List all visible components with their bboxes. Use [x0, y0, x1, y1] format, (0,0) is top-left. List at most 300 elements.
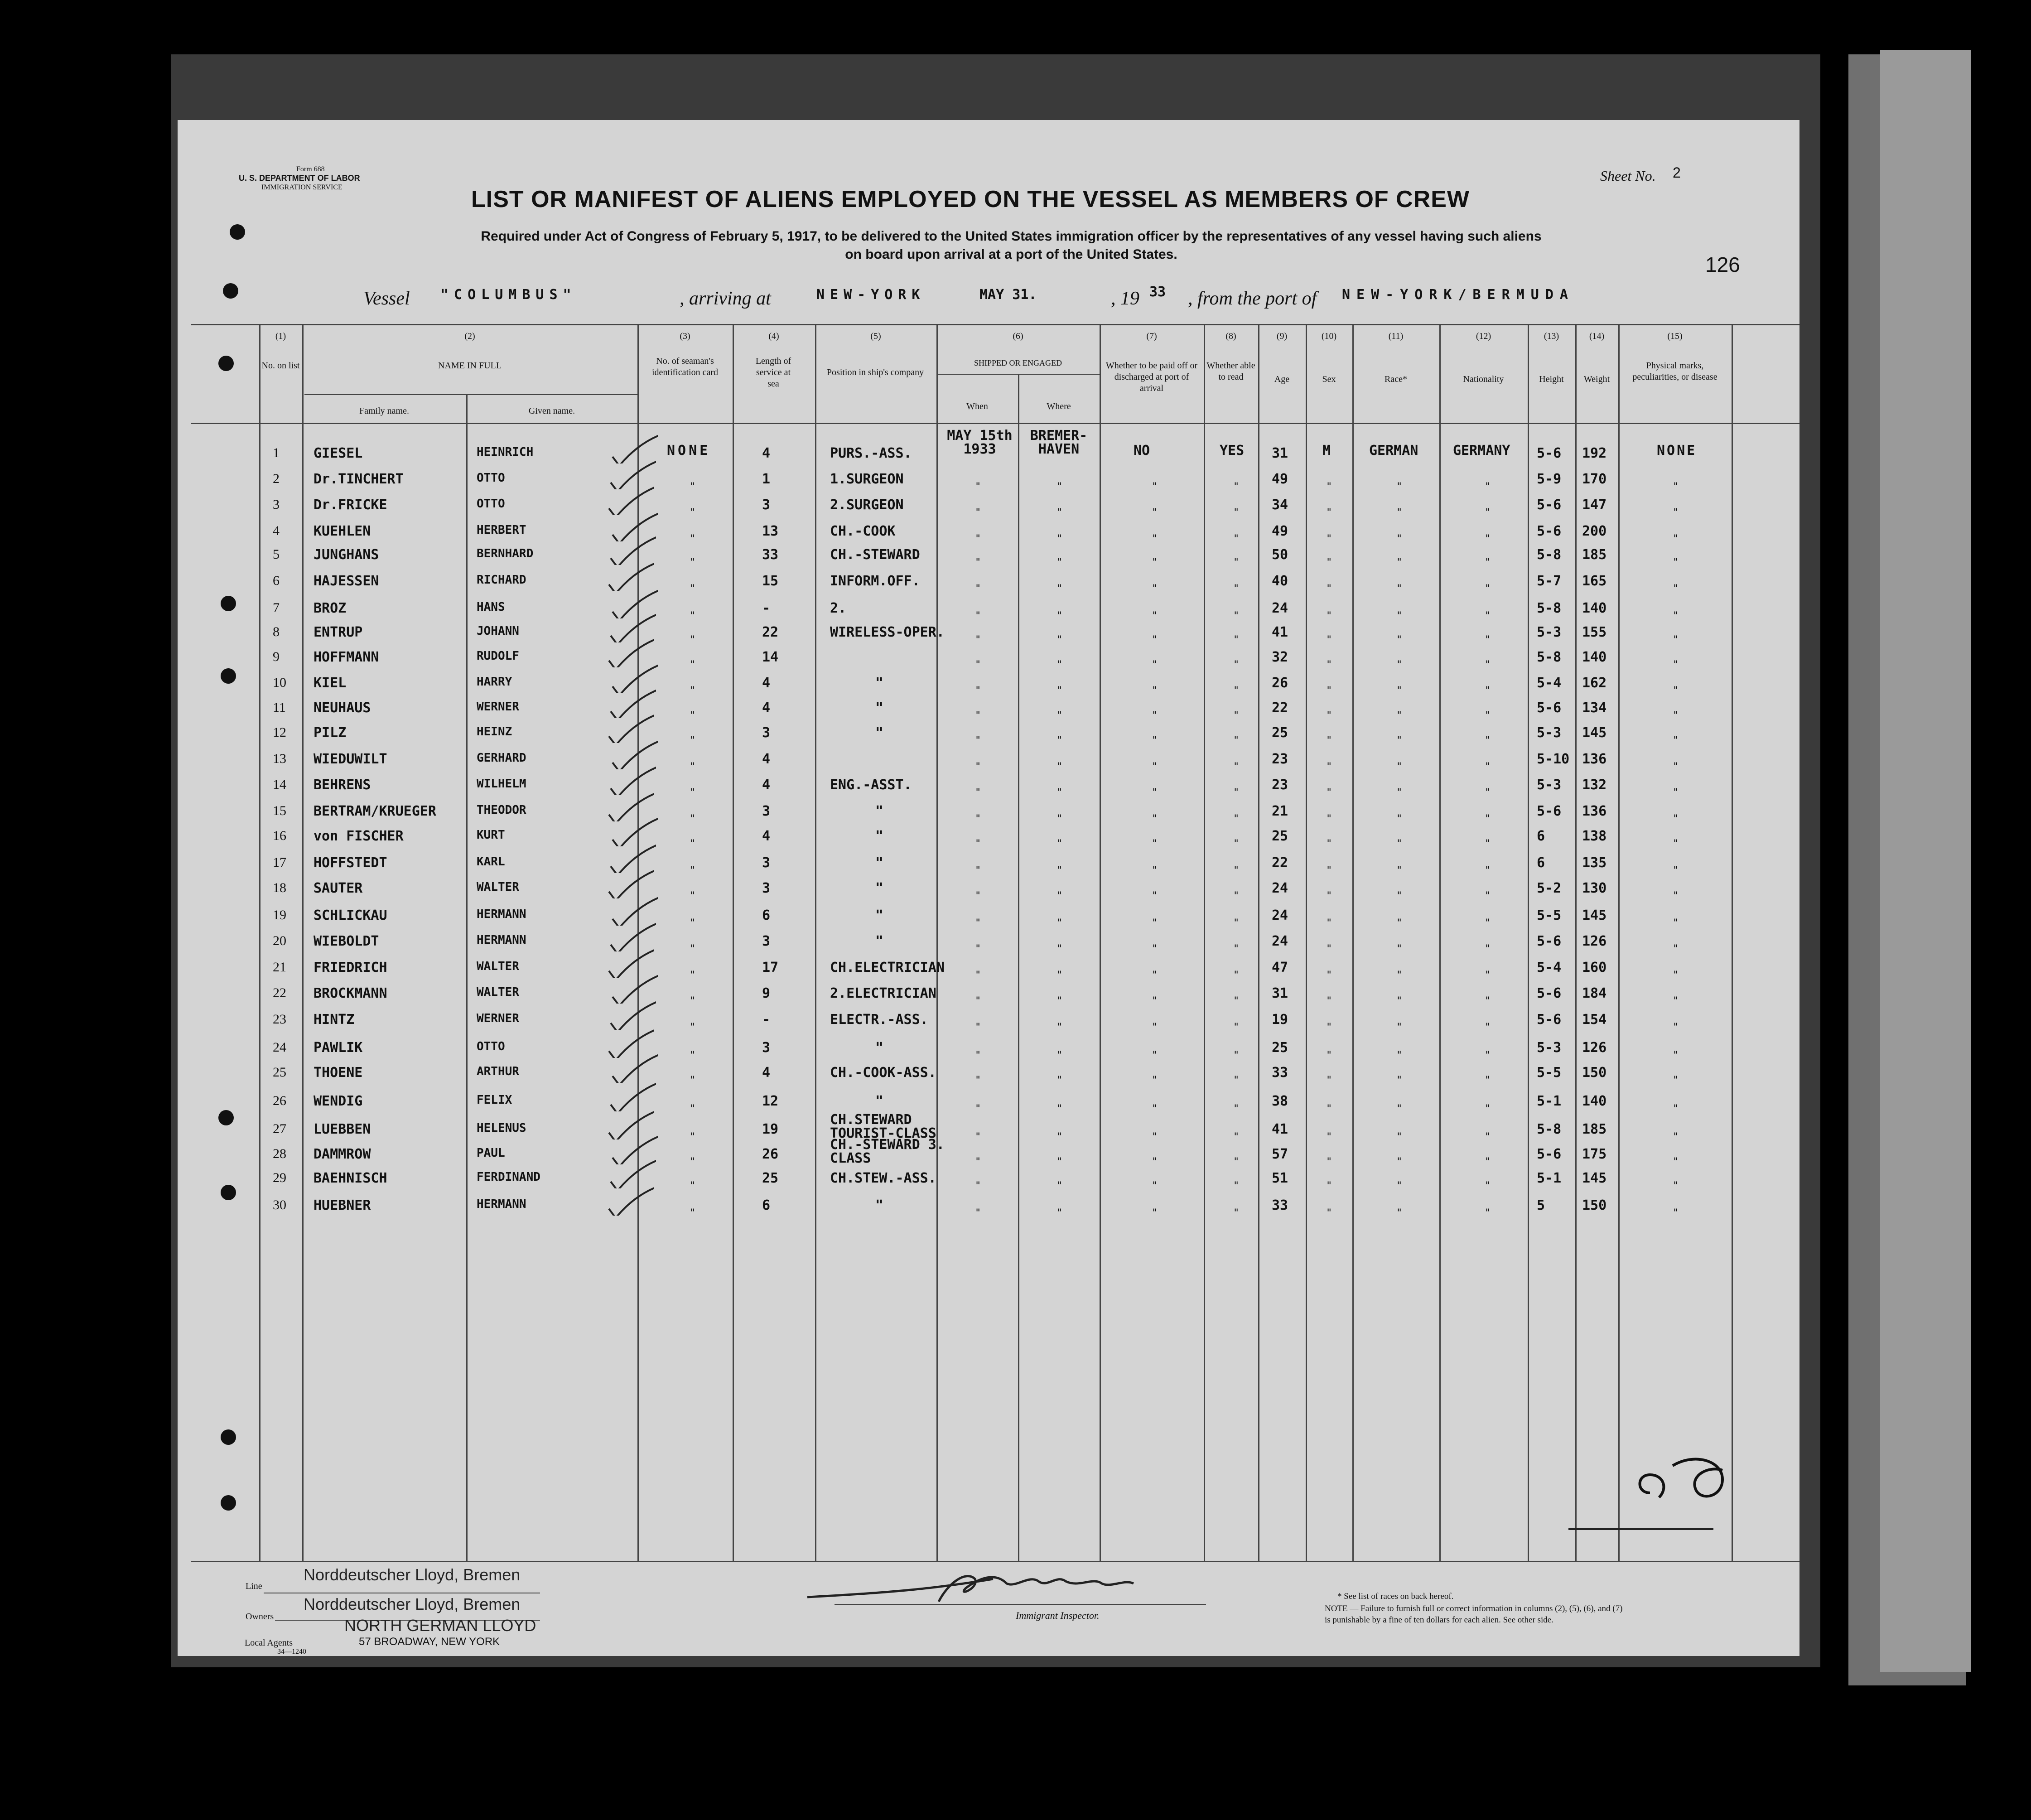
row-11-where-ditto: "	[1057, 710, 1063, 721]
row-4-race-ditto: "	[1396, 533, 1403, 545]
row-6-race-ditto: "	[1396, 583, 1403, 594]
row-29-read-ditto: "	[1233, 1180, 1240, 1192]
column-divider	[733, 324, 734, 1561]
row-24-service-length: 3	[762, 1040, 771, 1056]
row-10-age: 26	[1272, 675, 1288, 691]
row-12-age: 25	[1272, 725, 1288, 741]
row-9-family-name: HOFFMANN	[314, 649, 379, 665]
row-13-height: 5-10	[1537, 751, 1570, 767]
row-23-number: 23	[273, 1012, 286, 1027]
row-3-family-name: Dr.FRICKE	[314, 497, 387, 513]
col-12-header: Nationality	[1463, 374, 1504, 384]
row-22-given-name: WALTER	[477, 985, 519, 999]
column-divider	[1306, 324, 1307, 1561]
row-23-marks-ditto: "	[1673, 1022, 1679, 1033]
row-6-family-name: HAJESSEN	[314, 573, 379, 589]
row-20-weight: 126	[1582, 933, 1607, 949]
column-divider	[1204, 324, 1205, 1561]
row-2-marks-ditto: "	[1673, 481, 1679, 492]
row-29-when-ditto: "	[975, 1180, 981, 1192]
row-8-position: WIRELESS-OPER.	[830, 624, 945, 640]
row-5-number: 5	[273, 547, 280, 562]
row-28-where-ditto: "	[1057, 1156, 1063, 1168]
row-28-weight: 175	[1582, 1146, 1607, 1162]
row-3-service-length: 3	[762, 497, 771, 513]
row-10-sex-ditto: "	[1326, 685, 1332, 696]
row-30-nationality-ditto: "	[1485, 1207, 1491, 1219]
row-14-age: 23	[1272, 777, 1288, 793]
row-9-read-ditto: "	[1233, 659, 1240, 671]
row-19-card-ditto: "	[690, 917, 696, 929]
row-1-height: 5-6	[1537, 445, 1562, 461]
row-26-weight: 140	[1582, 1093, 1607, 1109]
column-divider	[1100, 324, 1101, 1561]
table-header-line	[191, 423, 1799, 424]
row-7-read-ditto: "	[1233, 610, 1240, 622]
row-29-sex-ditto: "	[1326, 1180, 1332, 1192]
row-24-card-ditto: "	[690, 1050, 696, 1061]
column-divider	[815, 324, 816, 1561]
from-port: NEW-YORK/BERMUDA	[1342, 287, 1574, 303]
row-2-where-ditto: "	[1057, 481, 1063, 492]
row-26-age: 38	[1272, 1093, 1288, 1109]
row-20-read-ditto: "	[1233, 943, 1240, 955]
col-3-header: No. of seaman's identification card	[651, 356, 719, 377]
row-28-given-name: PAUL	[477, 1146, 505, 1160]
row-15-when-ditto: "	[975, 813, 981, 825]
row-7-weight: 140	[1582, 600, 1607, 616]
row-25-service-length: 4	[762, 1065, 771, 1081]
note-races: * See list of races on back hereof.	[1337, 1592, 1454, 1601]
row-20-marks-ditto: "	[1673, 943, 1679, 955]
row-6-given-name: RICHARD	[477, 573, 526, 587]
row-16-race-ditto: "	[1396, 838, 1403, 850]
row-28-sex-ditto: "	[1326, 1156, 1332, 1168]
row-28-card-ditto: "	[690, 1156, 696, 1168]
row-12-position: "	[875, 725, 884, 741]
column-divider	[1575, 324, 1577, 1561]
row-25-weight: 150	[1582, 1065, 1607, 1081]
punch-hole	[218, 1110, 234, 1125]
row-30-when-ditto: "	[975, 1207, 981, 1219]
row-5-position: CH.-STEWARD	[830, 547, 920, 563]
row-18-where-ditto: "	[1057, 890, 1063, 902]
row-7-paid-ditto: "	[1152, 610, 1158, 622]
row-28-when-ditto: "	[975, 1156, 981, 1168]
row-14-marks-ditto: "	[1673, 787, 1679, 798]
row-11-when-ditto: "	[975, 710, 981, 721]
row-15-race-ditto: "	[1396, 813, 1403, 825]
row-19-nationality-ditto: "	[1485, 917, 1491, 929]
punch-hole	[230, 224, 245, 240]
col-13-number: (13)	[1544, 331, 1559, 341]
row-11-nationality-ditto: "	[1485, 710, 1491, 721]
row-22-weight: 184	[1582, 985, 1607, 1001]
row-9-age: 32	[1272, 649, 1288, 665]
row-24-race-ditto: "	[1396, 1050, 1403, 1061]
row-24-age: 25	[1272, 1040, 1288, 1056]
row-13-where-ditto: "	[1057, 761, 1063, 772]
row-27-race-ditto: "	[1396, 1131, 1403, 1143]
row-23-paid-ditto: "	[1152, 1022, 1158, 1033]
column-divider	[302, 324, 304, 1561]
row-26-where-ditto: "	[1057, 1103, 1063, 1115]
col-15-number: (15)	[1667, 331, 1683, 341]
row-25-sex-ditto: "	[1326, 1075, 1332, 1086]
page-number: 126	[1705, 253, 1740, 276]
row-11-paid-ditto: "	[1152, 710, 1158, 721]
row-23-given-name: WERNER	[477, 1012, 519, 1025]
row-10-service-length: 4	[762, 675, 771, 691]
row-17-where-ditto: "	[1057, 865, 1063, 876]
row-14-number: 14	[273, 777, 286, 792]
row-8-when-ditto: "	[975, 634, 981, 646]
row-5-when-ditto: "	[975, 557, 981, 568]
row-28-number: 28	[273, 1146, 286, 1161]
row-8-race-ditto: "	[1396, 634, 1403, 646]
row-4-sex-ditto: "	[1326, 533, 1332, 545]
row-16-where-ditto: "	[1057, 838, 1063, 850]
row-24-marks-ditto: "	[1673, 1050, 1679, 1061]
row-6-read-ditto: "	[1233, 583, 1240, 594]
row-8-age: 41	[1272, 624, 1288, 640]
row-10-read-ditto: "	[1233, 685, 1240, 696]
row-20-race-ditto: "	[1396, 943, 1403, 955]
row-18-paid-ditto: "	[1152, 890, 1158, 902]
row-2-sex-ditto: "	[1326, 481, 1332, 492]
row-27-given-name: HELENUS	[477, 1121, 526, 1135]
row-3-race-ditto: "	[1396, 507, 1403, 518]
row-22-number: 22	[273, 985, 286, 1000]
row-3-card-ditto: "	[690, 507, 696, 518]
row-2-height: 5-9	[1537, 471, 1562, 487]
row-26-marks-ditto: "	[1673, 1103, 1679, 1115]
column-divider	[1732, 324, 1733, 1561]
row-30-marks-ditto: "	[1673, 1207, 1679, 1219]
row-5-card-ditto: "	[690, 557, 696, 568]
row-29-marks-ditto: "	[1673, 1180, 1679, 1192]
row-25-given-name: ARTHUR	[477, 1065, 519, 1078]
row-22-age: 31	[1272, 985, 1288, 1001]
row-4-position: CH.-COOK	[830, 523, 896, 539]
row-23-when-ditto: "	[975, 1022, 981, 1033]
row-4-given-name: HERBERT	[477, 523, 526, 537]
note-line-2: is punishable by a fine of ten dollars for each alien. See other side.	[1325, 1615, 1553, 1625]
column-divider	[936, 324, 938, 1561]
row-28-service-length: 26	[762, 1146, 779, 1162]
row-9-where-ditto: "	[1057, 659, 1063, 671]
row-30-given-name: HERMANN	[477, 1197, 526, 1211]
row-7-nationality-ditto: "	[1485, 610, 1491, 622]
row-16-nationality-ditto: "	[1485, 838, 1491, 850]
handwritten-mark-icon	[1632, 1425, 1741, 1516]
row-8-service-length: 22	[762, 624, 779, 640]
row-27-number: 27	[273, 1121, 286, 1136]
row-29-where-ditto: "	[1057, 1180, 1063, 1192]
row-2-when-ditto: "	[975, 481, 981, 492]
row-15-marks-ditto: "	[1673, 813, 1679, 825]
row-5-family-name: JUNGHANS	[314, 547, 379, 563]
row-19-number: 19	[273, 908, 286, 922]
row-9-height: 5-8	[1537, 649, 1562, 665]
row-21-family-name: FRIEDRICH	[314, 960, 387, 975]
row-25-paid-ditto: "	[1152, 1075, 1158, 1086]
row-24-given-name: OTTO	[477, 1040, 505, 1053]
row-21-race-ditto: "	[1396, 970, 1403, 981]
row-22-where-ditto: "	[1057, 995, 1063, 1007]
row-9-weight: 140	[1582, 649, 1607, 665]
row-9-number: 9	[273, 649, 280, 664]
row-19-weight: 145	[1582, 908, 1607, 923]
row-18-read-ditto: "	[1233, 890, 1240, 902]
row-17-when-ditto: "	[975, 865, 981, 876]
row-19-service-length: 6	[762, 908, 771, 923]
row-17-marks-ditto: "	[1673, 865, 1679, 876]
col-15-header: Physical marks, peculiarities, or disease	[1632, 361, 1717, 382]
row-9-marks-ditto: "	[1673, 659, 1679, 671]
row-26-family-name: WENDIG	[314, 1093, 363, 1109]
row-12-paid-ditto: "	[1152, 735, 1158, 746]
row-6-sex-ditto: "	[1326, 583, 1332, 594]
row-16-given-name: KURT	[477, 828, 505, 842]
row-6-card-ditto: "	[690, 583, 696, 594]
row-13-race-ditto: "	[1396, 761, 1403, 772]
row-7-where-ditto: "	[1057, 610, 1063, 622]
row-6-age: 40	[1272, 573, 1288, 589]
row-8-sex-ditto: "	[1326, 634, 1332, 646]
row-26-read-ditto: "	[1233, 1103, 1240, 1115]
row-29-given-name: FERDINAND	[477, 1170, 540, 1184]
owners-stamp: Norddeutscher Lloyd, Bremen	[304, 1595, 521, 1613]
row-23-card-ditto: "	[690, 1022, 696, 1033]
row-13-marks-ditto: "	[1673, 761, 1679, 772]
row-6-where-ditto: "	[1057, 583, 1063, 594]
row-8-marks-ditto: "	[1673, 634, 1679, 646]
row-25-card-ditto: "	[690, 1075, 696, 1086]
row-13-age: 23	[1272, 751, 1288, 767]
col-2b-header: Given name.	[528, 406, 575, 416]
row-19-given-name: HERMANN	[477, 908, 526, 921]
row-3-height: 5-6	[1537, 497, 1562, 513]
row-7-marks-ditto: "	[1673, 610, 1679, 622]
page-title: LIST OR MANIFEST OF ALIENS EMPLOYED ON THE VESSEL AS MEMBERS OF CREW	[471, 186, 1470, 212]
row-14-race-ditto: "	[1396, 787, 1403, 798]
row-22-nationality-ditto: "	[1485, 995, 1491, 1007]
column-divider	[1439, 324, 1441, 1561]
row-8-card-ditto: "	[690, 634, 696, 646]
row-29-age: 51	[1272, 1170, 1288, 1186]
row-20-when-ditto: "	[975, 943, 981, 955]
row-19-where-ditto: "	[1057, 917, 1063, 929]
sheet-label: Sheet No.	[1600, 168, 1656, 184]
col-8-header: Whether able to read	[1206, 361, 1255, 382]
row-1-paid-off: NO	[1134, 443, 1150, 459]
row-22-sex-ditto: "	[1326, 995, 1332, 1007]
row-26-sex-ditto: "	[1326, 1103, 1332, 1115]
row-8-where-ditto: "	[1057, 634, 1063, 646]
row-17-age: 22	[1272, 855, 1288, 871]
row-18-weight: 130	[1582, 880, 1607, 896]
column-divider	[1258, 324, 1259, 1561]
row-18-when-ditto: "	[975, 890, 981, 902]
row-21-marks-ditto: "	[1673, 970, 1679, 981]
row-19-read-ditto: "	[1233, 917, 1240, 929]
row-10-nationality-ditto: "	[1485, 685, 1491, 696]
row-2-number: 2	[273, 471, 280, 486]
row-2-given-name: OTTO	[477, 471, 505, 485]
row-9-race-ditto: "	[1396, 659, 1403, 671]
row-7-sex-ditto: "	[1326, 610, 1332, 622]
agents-stamp: NORTH GERMAN LLOYD	[344, 1616, 536, 1635]
row-21-number: 21	[273, 960, 286, 975]
row-23-service-length: -	[762, 1012, 771, 1028]
row-28-race-ditto: "	[1396, 1156, 1403, 1168]
row-18-marks-ditto: "	[1673, 890, 1679, 902]
row-14-family-name: BEHRENS	[314, 777, 371, 793]
row-30-height: 5	[1537, 1197, 1545, 1213]
row-19-marks-ditto: "	[1673, 917, 1679, 929]
row-3-read-ditto: "	[1233, 507, 1240, 518]
row-1-given-name: HEINRICH	[477, 445, 534, 459]
row-4-when-ditto: "	[975, 533, 981, 545]
row-22-marks-ditto: "	[1673, 995, 1679, 1007]
row-13-paid-ditto: "	[1152, 761, 1158, 772]
row-18-height: 5-2	[1537, 880, 1562, 896]
row-17-card-ditto: "	[690, 865, 696, 876]
col-2-number: (2)	[464, 331, 475, 341]
row-2-paid-ditto: "	[1152, 481, 1158, 492]
row-13-service-length: 4	[762, 751, 771, 767]
row-29-height: 5-1	[1537, 1170, 1562, 1186]
row-25-read-ditto: "	[1233, 1075, 1240, 1086]
row-21-service-length: 17	[762, 960, 779, 975]
row-27-card-ditto: "	[690, 1131, 696, 1143]
row-1-service-length: 4	[762, 445, 771, 461]
col-1-number: (1)	[275, 331, 286, 341]
row-16-marks-ditto: "	[1673, 838, 1679, 850]
row-29-nationality-ditto: "	[1485, 1180, 1491, 1192]
row-20-given-name: HERMANN	[477, 933, 526, 947]
column-divider	[1618, 324, 1620, 1561]
row-11-family-name: NEUHAUS	[314, 700, 371, 716]
row-26-position: "	[875, 1093, 884, 1109]
row-1-shipped-when: MAY 15th 1933	[947, 428, 1013, 457]
row-5-age: 50	[1272, 547, 1288, 563]
row-15-given-name: THEODOR	[477, 803, 526, 817]
row-14-weight: 132	[1582, 777, 1607, 793]
col-13-header: Height	[1539, 374, 1564, 384]
row-30-weight: 150	[1582, 1197, 1607, 1213]
row-5-race-ditto: "	[1396, 557, 1403, 568]
punch-hole	[221, 1185, 236, 1200]
col-6a-header: When	[966, 401, 988, 411]
row-7-when-ditto: "	[975, 610, 981, 622]
row-18-number: 18	[273, 880, 286, 895]
row-16-height: 6	[1537, 828, 1545, 844]
row-23-height: 5-6	[1537, 1012, 1562, 1028]
row-27-paid-ditto: "	[1152, 1131, 1158, 1143]
row-18-nationality-ditto: "	[1485, 890, 1491, 902]
row-4-nationality-ditto: "	[1485, 533, 1491, 545]
row-20-position: "	[875, 933, 884, 949]
row-30-age: 33	[1272, 1197, 1288, 1213]
row-10-race-ditto: "	[1396, 685, 1403, 696]
row-8-height: 5-3	[1537, 624, 1562, 640]
row-9-when-ditto: "	[975, 659, 981, 671]
row-6-nationality-ditto: "	[1485, 583, 1491, 594]
row-10-marks-ditto: "	[1673, 685, 1679, 696]
row-3-nationality-ditto: "	[1485, 507, 1491, 518]
row-25-height: 5-5	[1537, 1065, 1562, 1081]
sheet-number: 2	[1673, 164, 1681, 181]
row-8-number: 8	[273, 624, 280, 639]
row-21-height: 5-4	[1537, 960, 1562, 975]
row-24-paid-ditto: "	[1152, 1050, 1158, 1061]
row-26-height: 5-1	[1537, 1093, 1562, 1109]
punch-hole	[218, 356, 234, 371]
row-12-height: 5-3	[1537, 725, 1562, 741]
row-16-weight: 138	[1582, 828, 1607, 844]
row-5-weight: 185	[1582, 547, 1607, 563]
row-7-age: 24	[1272, 600, 1288, 616]
row-14-position: ENG.-ASST.	[830, 777, 912, 793]
row-21-sex-ditto: "	[1326, 970, 1332, 981]
row-12-weight: 145	[1582, 725, 1607, 741]
col-6b-header: Where	[1047, 401, 1071, 411]
row-9-card-ditto: "	[690, 659, 696, 671]
row-23-nationality-ditto: "	[1485, 1022, 1491, 1033]
row-14-card-ditto: "	[690, 787, 696, 798]
row-2-read-ditto: "	[1233, 481, 1240, 492]
col-3-number: (3)	[680, 331, 690, 341]
row-5-nationality-ditto: "	[1485, 557, 1491, 568]
row-29-weight: 145	[1582, 1170, 1607, 1186]
column-divider	[466, 394, 468, 1561]
row-9-service-length: 14	[762, 649, 779, 665]
note-line-1: NOTE — Failure to furnish full or correct information in columns (2), (5), (6), and (7)	[1325, 1604, 1623, 1613]
col-5-number: (5)	[870, 331, 881, 341]
row-22-card-ditto: "	[690, 995, 696, 1007]
row-7-family-name: BROZ	[314, 600, 347, 616]
row-12-when-ditto: "	[975, 735, 981, 746]
row-4-age: 49	[1272, 523, 1288, 539]
row-24-sex-ditto: "	[1326, 1050, 1332, 1061]
col-11-header: Race*	[1385, 374, 1407, 384]
row-17-position: "	[875, 855, 884, 871]
row-17-weight: 135	[1582, 855, 1607, 871]
row-18-sex-ditto: "	[1326, 890, 1332, 902]
column-divider	[1528, 324, 1529, 1561]
row-17-read-ditto: "	[1233, 865, 1240, 876]
row-29-number: 29	[273, 1170, 286, 1185]
row-24-when-ditto: "	[975, 1050, 981, 1061]
row-12-marks-ditto: "	[1673, 735, 1679, 746]
punch-hole	[221, 668, 236, 684]
row-29-race-ditto: "	[1396, 1180, 1403, 1192]
row-6-marks-ditto: "	[1673, 583, 1679, 594]
row-8-nationality-ditto: "	[1485, 634, 1491, 646]
row-23-weight: 154	[1582, 1012, 1607, 1028]
row-1-read: YES	[1220, 443, 1245, 459]
form-number: Form 688	[296, 165, 325, 173]
row-9-paid-ditto: "	[1152, 659, 1158, 671]
row-10-paid-ditto: "	[1152, 685, 1158, 696]
col-7-header: Whether to be paid off or discharged at port of arrival	[1105, 361, 1198, 393]
row-10-when-ditto: "	[975, 685, 981, 696]
row-22-position: 2.ELECTRICIAN	[830, 985, 936, 1001]
row-16-read-ditto: "	[1233, 838, 1240, 850]
row-28-read-ditto: "	[1233, 1156, 1240, 1168]
